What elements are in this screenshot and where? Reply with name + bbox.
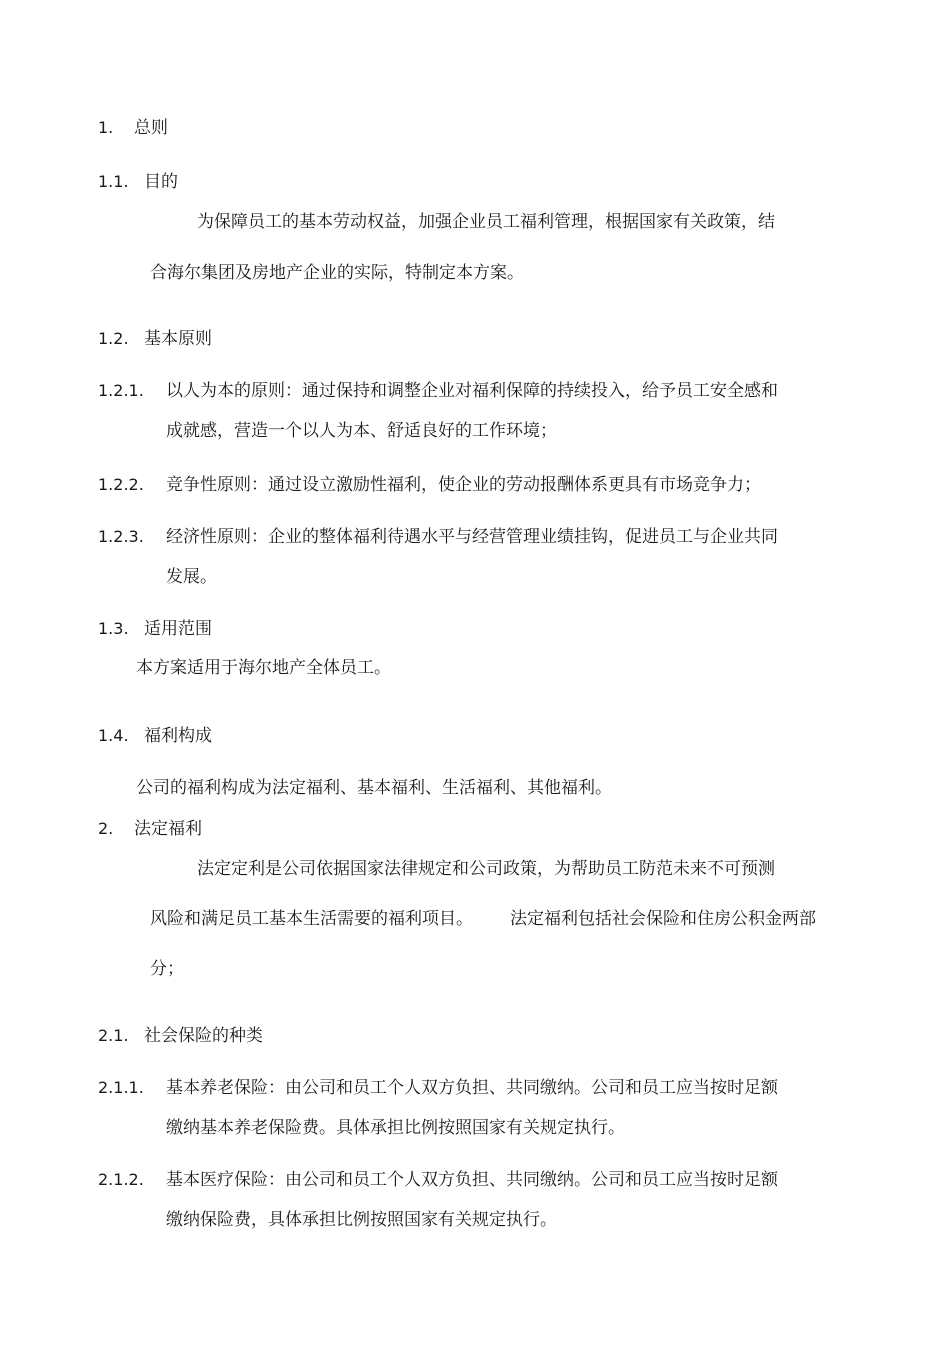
section-2-1-2-line2: 缴纳保险费，具体承担比例按照国家有关规定执行。 [166, 1210, 557, 1230]
section-2-title: 法定福利 [134, 819, 202, 839]
section-1-4-number: 1.4. [98, 726, 129, 745]
section-2-1-1-number: 2.1.1. [98, 1078, 144, 1097]
section-2-1-2-number: 2.1.2. [98, 1170, 144, 1189]
section-2-1-1-line2: 缴纳基本养老保险费。具体承担比例按照国家有关规定执行。 [166, 1118, 625, 1138]
section-1-2-3-number: 1.2.3. [98, 527, 144, 546]
section-2-1-number: 2.1. [98, 1026, 129, 1045]
section-2-body-line2b: 法定福利包括社会保险和住房公积金两部 [510, 909, 816, 929]
section-2-1-1-line1: 基本养老保险：由公司和员工个人双方负担、共同缴纳。公司和员工应当按时足额 [166, 1078, 778, 1098]
section-1-1-title: 目的 [144, 172, 178, 192]
section-1-4-body: 公司的福利构成为法定福利、基本福利、生活福利、其他福利。 [136, 778, 612, 798]
section-1-2-3-line2: 发展。 [166, 567, 217, 587]
section-1-1-body-line2: 合海尔集团及房地产企业的实际，特制定本方案。 [150, 263, 524, 283]
section-1-title: 总则 [134, 118, 168, 138]
section-2-body-line1: 法定定利是公司依据国家法律规定和公司政策，为帮助员工防范未来不可预测 [197, 859, 775, 879]
section-1-1-number: 1.1. [98, 172, 129, 191]
section-2-number: 2. [98, 819, 114, 838]
section-1-2-number: 1.2. [98, 329, 129, 348]
section-1-4-title: 福利构成 [144, 726, 212, 746]
section-1-2-2-number: 1.2.2. [98, 475, 144, 494]
section-1-2-1-line1: 以人为本的原则：通过保持和调整企业对福利保障的持续投入，给予员工安全感和 [166, 381, 778, 401]
section-1-1-body-line1: 为保障员工的基本劳动权益，加强企业员工福利管理，根据国家有关政策，结 [197, 212, 775, 232]
section-2-body-line3: 分； [150, 959, 184, 979]
section-1-2-2-line1: 竞争性原则：通过设立激励性福利，使企业的劳动报酬体系更具有市场竞争力； [166, 475, 761, 495]
section-1-3-body: 本方案适用于海尔地产全体员工。 [136, 658, 391, 678]
section-1-number: 1. [98, 118, 114, 137]
section-1-2-1-line2: 成就感，营造一个以人为本、舒适良好的工作环境； [166, 421, 557, 441]
section-1-2-title: 基本原则 [144, 329, 212, 349]
section-2-1-2-line1: 基本医疗保险：由公司和员工个人双方负担、共同缴纳。公司和员工应当按时足额 [166, 1170, 778, 1190]
section-1-3-number: 1.3. [98, 619, 129, 638]
section-2-1-title: 社会保险的种类 [144, 1026, 263, 1046]
section-1-2-1-number: 1.2.1. [98, 381, 144, 400]
section-1-2-3-line1: 经济性原则：企业的整体福利待遇水平与经营管理业绩挂钩，促进员工与企业共同 [166, 527, 778, 547]
section-2-body-line2a: 风险和满足员工基本生活需要的福利项目。 [150, 909, 473, 929]
section-1-3-title: 适用范围 [144, 619, 212, 639]
